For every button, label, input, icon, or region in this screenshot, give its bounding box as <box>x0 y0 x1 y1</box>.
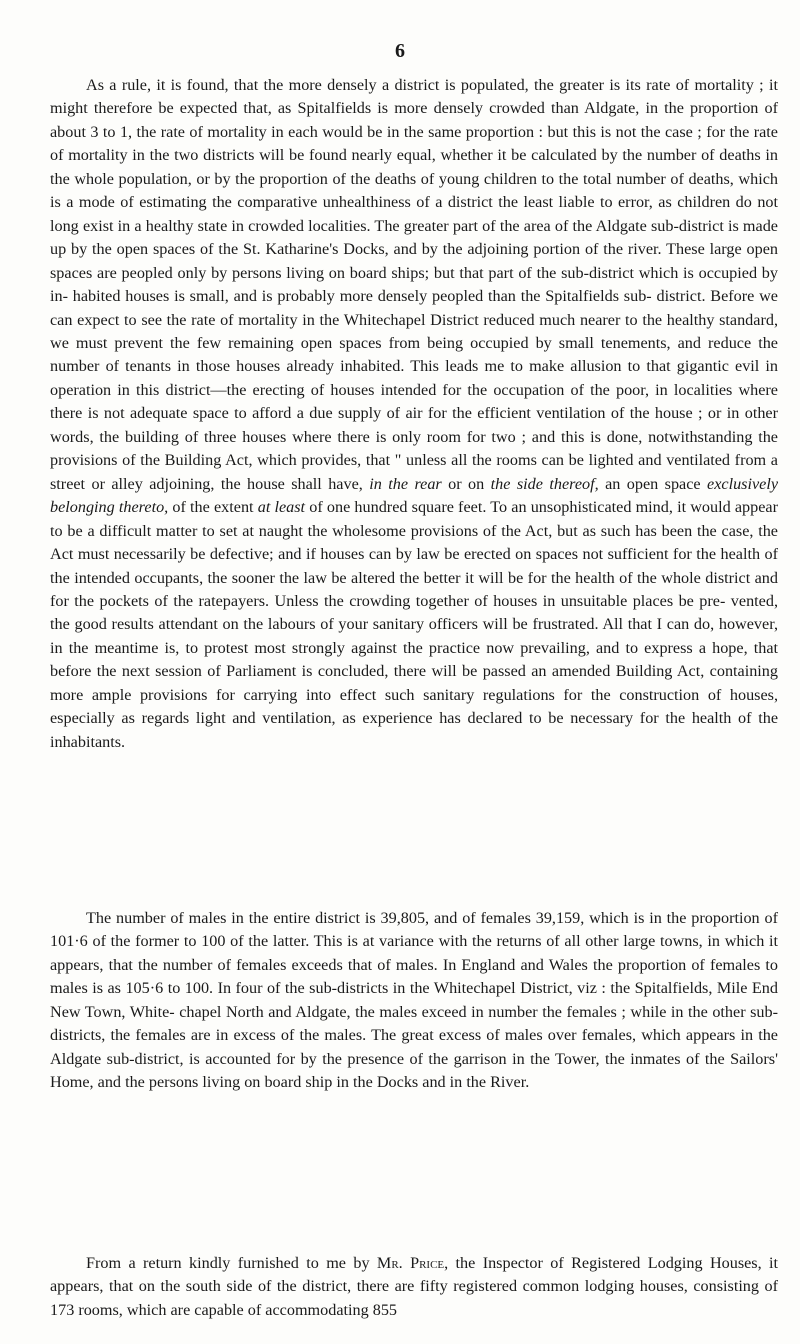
page-number: 6 <box>395 40 405 62</box>
text-segment: of one hundred square feet. To an unsophisticated mind, it would appear to be a difficult matter to set at naught the wholesome provisions of the Act, but as such has been the case, the Act must necessarily be defective; and if houses can by law be erected on spaces not sufficient for the health of the intended occupants, the sooner the law be altered the better it will be for the health of the whole district and for the pockets of the ratepayers. Unless the crowding together of houses in unsuitable places be pre- vented, the good results attendant on the labours of your sanitary officers will be frustrated. All that I can do, however, in the meantime is, to protest most strongly against the practice now prevailing, and to express a hope, that before the next session of Parliament is concluded, there will be passed an amended Building Act, containing more ample provisions for carrying into effect such sanitary regulations for the construction of houses, especially as regards light and ventilation, as experience has declared to be necessary for the health of the inhabitants. <box>50 498 779 751</box>
emphasis-text: in the rear <box>369 474 442 493</box>
inspector-name: Mr. Price, <box>376 1254 449 1272</box>
emphasis-text: at least <box>257 498 306 517</box>
paragraph-population <box>50 907 778 1095</box>
paragraph-lodging-houses <box>50 1252 778 1322</box>
paragraph-mortality <box>50 74 778 754</box>
paragraph-text <box>50 74 778 754</box>
text-segment: of the extent <box>172 498 254 517</box>
text-segment: As a rule, it is found, that the more densely a district is populated, the greater is its rate of mortality ; it might therefore be expected that, as Spitalfields is more densely crowded than Aldgate, in the proportion of about 3 to 1, the rate of mortality in each would be in the same proportion : but this is not the case ; for the rate of mortality in the two districts will be found nearly equal, whether it be calculated by the number of deaths in the whole population, or by the proportion of the deaths of young children to the total number of deaths, which is a mode of estimating the comparative unhealthiness of a district the least liable to error, as children do not long exist in a healthy state in crowded localities. The greater part of the area of the Aldgate sub-district is made up by the open spaces of the St. Katharine's Docks, and by the adjoining portion of the river. These large open spaces are peopled only by persons living on board ships; but that part of the sub-district which is occupied by in- habited houses is small, and is probably more densely peopled than the Spitalfields sub- district. Before we can expect to see the rate of mortality in the Whitechapel District reduced much nearer to the healthy standard, we must prevent the few remaining open spaces from being occupied by small tenements, and reduce the number of tenants in those houses already inhabited. This leads me to make allusion to that gigantic evil in operation in this district—the erecting of houses intended for the occupation of the poor, in localities where there is not adequate space to afford a due supply of air for the efficient ventilation of the house ; or in other words, the building of three houses where there is only room for two ; and this is done, notwithstanding the provisions of the Building Act, which provides, that " unless all the rooms can be lighted and ventilated from a street or alley adjoining, the house shall have, <box>50 76 778 493</box>
text-segment: an open space <box>605 474 701 493</box>
text-segment: From a return kindly furnished to me by <box>86 1254 370 1272</box>
paragraph-text <box>50 1252 778 1322</box>
paragraph-text: The number of males in the entire district is 39,805, and of females 39,159, which is in the proportion of 101·6 of the former to 100 of the latter. This is at variance with the returns of all other large towns, in which it appears, that the number of females exceeds that of males. In England and Wales the proportion of females to males is as 105·6 to 100. In four of the sub-districts in the Whitechapel District, viz : the Spitalfields, Mile End New Town, White- chapel North and Aldgate, the males exceed in number the females ; while in the other sub-districts, the females are in excess of the males. The great excess of males over females, which appears in the Aldgate sub-district, is accounted for by the presence of the garrison in the Tower, the inmates of the Sailors' Home, and the persons living on board ship in the Docks and in the River. <box>50 909 778 1092</box>
text-segment: or on <box>448 474 485 493</box>
emphasis-text: exclusively belonging thereto, <box>50 474 779 517</box>
emphasis-text: the side thereof, <box>490 474 599 493</box>
text-segment: the Inspector of Registered Lodging Houses, it appears, that on the south side of the district, there are fifty registered common lodging houses, consisting of 173 rooms, which are capable of accommodating 855 <box>50 1254 779 1319</box>
